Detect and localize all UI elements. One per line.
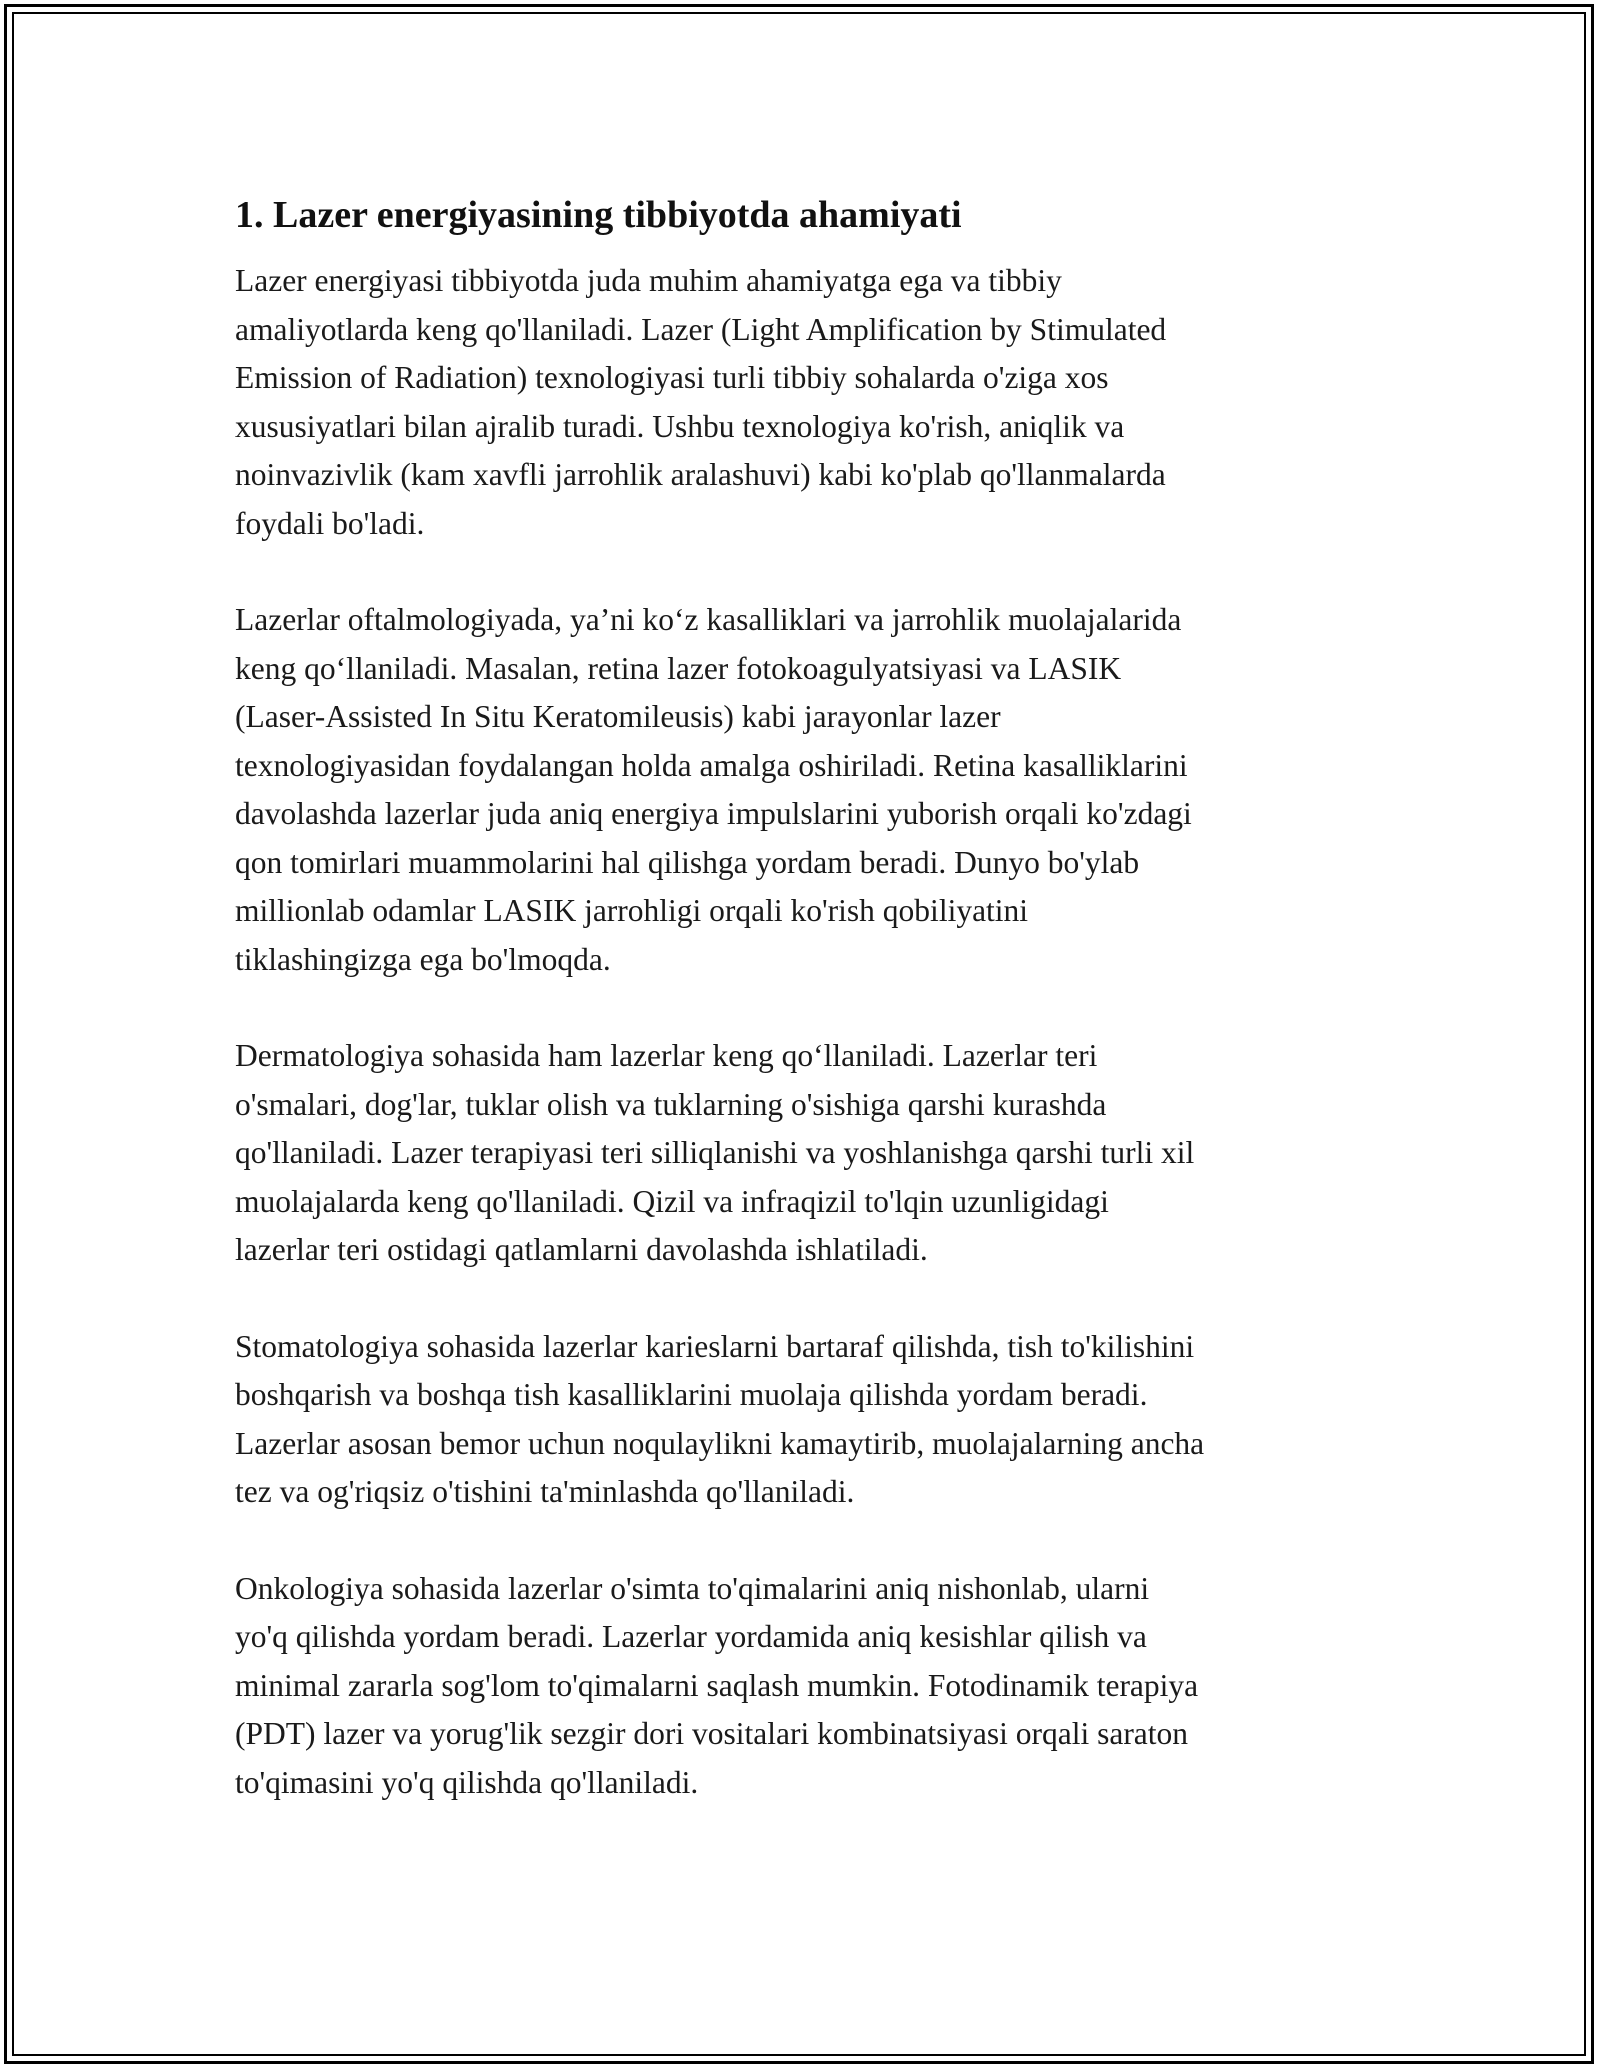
paragraph-line: tez va og'riqsiz o'tishini ta'minlashda qo'llaniladi. [235, 1474, 855, 1509]
paragraph-line: yo'q qilishda yordam beradi. Lazerlar yordamida aniq kesishlar qilish va [235, 1619, 1147, 1654]
paragraph-line: muolajalarda keng qo'llaniladi. Qizil va infraqizil to'lqin uzunligidagi [235, 1183, 1109, 1219]
paragraph-introduction [235, 257, 1385, 548]
paragraph-line: amaliyotlarda keng qo'llaniladi. Lazer (Light Amplification by Stimulated [235, 311, 1167, 347]
paragraph-line: Dermatologiya sohasida ham lazerlar keng qo‘llaniladi. Lazerlar teri [235, 1038, 1098, 1073]
paragraph-line: noinvazivlik (kam xavfli jarrohlik aralashuvi) kabi ko'plab qo'llanmalarda [235, 457, 1166, 492]
paragraph-line: Stomatologiya sohasida lazerlar karieslarni bartaraf qilishda, tish to'kilishini [235, 1328, 1195, 1364]
paragraph-line: davolashda lazerlar juda aniq energiya impulslarini yuborish orqali ko'zdagi [235, 796, 1192, 831]
paragraph-oncology [235, 1565, 1385, 1808]
paragraph-line: Onkologiya sohasida lazerlar o'simta to'qimalarini aniq nishonlab, ularni [235, 1570, 1150, 1606]
paragraph-line: tiklashingizga ega bo'lmoqda. [235, 941, 611, 977]
paragraph-line: o'smalari, dog'lar, tuklar olish va tuklarning o'sishiga qarshi kurashda [235, 1086, 1107, 1122]
paragraph-line: qon tomirlari muammolarini hal qilishga yordam beradi. Dunyo bo'ylab [235, 844, 1140, 880]
paragraph-line: qo'llaniladi. Lazer terapiyasi teri silliqlanishi va yoshlanishga qarshi turli xil [235, 1135, 1195, 1170]
paragraph-line: (Laser-Assisted In Situ Keratomileusis) kabi jarayonlar lazer [235, 699, 1001, 734]
paragraph-line: boshqarish va boshqa tish kasalliklarini muolaja qilishda yordam beradi. [235, 1377, 1148, 1412]
paragraph-line: millionlab odamlar LASIK jarrohligi orqali ko'rish qobiliyatini [235, 893, 1029, 928]
paragraph-line: Lazerlar asosan bemor uchun noqulaylikni kamaytirib, muolajalarning ancha [235, 1425, 1205, 1461]
paragraph-line: foydali bo'ladi. [235, 505, 425, 541]
paragraph-line: Emission of Radiation) texnologiyasi turli tibbiy sohalarda o'ziga xos [235, 360, 1109, 395]
paragraph-line: Lazer energiyasi tibbiyotda juda muhim ahamiyatga ega va tibbiy [235, 263, 1062, 298]
document-body [235, 185, 1385, 1855]
paragraph-ophthalmology [235, 596, 1385, 984]
paragraph-line: lazerlar teri ostidagi qatlamlarni davolashda ishlatiladi. [235, 1232, 928, 1267]
paragraph-line: to'qimasini yo'q qilishda qo'llaniladi. [235, 1764, 699, 1800]
document-title: 1. Lazer energiyasining tibbiyotda ahamiyati [235, 194, 962, 236]
paragraph-line: xususiyatlari bilan ajralib turadi. Ushbu texnologiya ko'rish, aniqlik va [235, 408, 1125, 444]
paragraph-line: minimal zararla sog'lom to'qimalarni saqlash mumkin. Fotodinamik terapiya [235, 1667, 1199, 1703]
paragraph-line: texnologiyasidan foydalangan holda amalga oshiriladi. Retina kasalliklarini [235, 747, 1188, 783]
paragraph-stomatology [235, 1323, 1385, 1517]
paragraph-line: keng qo‘llaniladi. Masalan, retina lazer fotokoagulyatsiyasi va LASIK [235, 650, 1122, 686]
paragraph-line: (PDT) lazer va yorug'lik sezgir dori vositalari kombinatsiyasi orqali saraton [235, 1716, 1189, 1751]
paragraph-line: Lazerlar oftalmologiyada, ya’ni ko‘z kasalliklari va jarrohlik muolajalarida [235, 602, 1182, 637]
paragraph-dermatology [235, 1032, 1385, 1275]
